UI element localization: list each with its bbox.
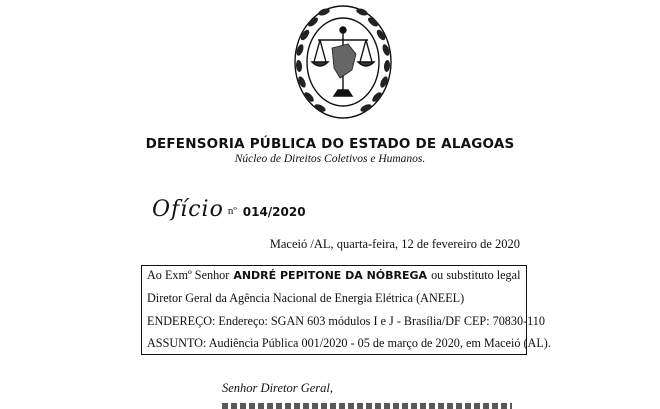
greeting-suffix: ou substituto legal — [431, 268, 521, 282]
addressee-name: ANDRÉ PEPITONE DA NÓBREGA — [233, 269, 428, 282]
addressee-address: ENDEREÇO: Endereço: SGAN 603 módulos I e J - Brasília/DF CEP: 70830-110 — [147, 314, 545, 328]
date-line: Maceió /AL, quarta-feira, 12 de fevereiro de 2020 — [269, 237, 520, 251]
addressee-role: Diretor Geral da Agência Nacional de Energia Elétrica (ANEEL) — [147, 291, 465, 305]
subject-line: ASSUNTO: Audiência Pública 001/2020 - 05 de março de 2020, em Maceió (AL). — [147, 336, 551, 350]
oficio-number: 014/2020 — [242, 205, 306, 219]
addressee-box — [141, 265, 551, 355]
organization-title: DEFENSORIA PÚBLICA DO ESTADO DE ALAGOAS — [145, 136, 515, 152]
salutation: Senhor Diretor Geral, — [222, 381, 333, 395]
greeting-prefix: Ao Exmº Senhor — [147, 268, 230, 282]
state-map-icon — [332, 44, 356, 78]
department-subtitle: Núcleo de Direitos Coletivos e Humanos. — [234, 153, 426, 165]
defensoria-seal-icon — [290, 0, 396, 128]
oficio-heading — [152, 197, 306, 222]
truncated-text-line — [222, 403, 512, 409]
oficio-number-sign: nº — [227, 205, 237, 217]
oficio-word: Ofício — [152, 197, 224, 222]
addressee-greeting — [147, 268, 520, 283]
